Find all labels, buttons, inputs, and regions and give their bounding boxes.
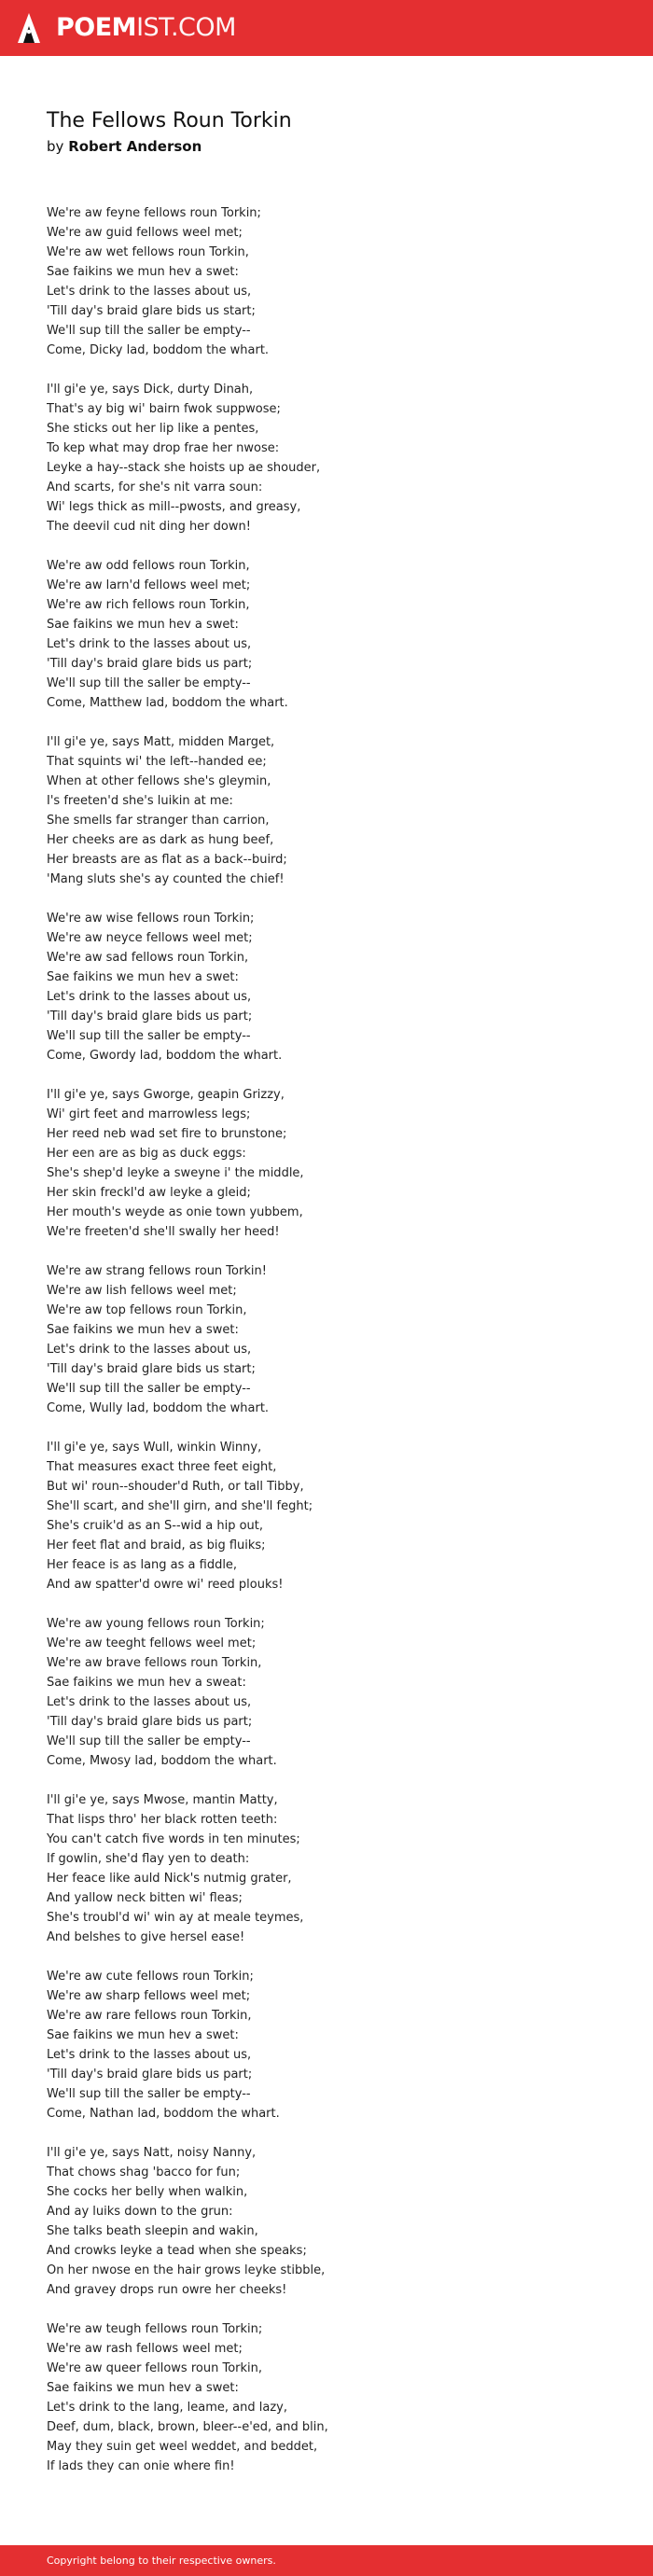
poem-body (47, 203, 625, 2496)
poem-line: I'll gi'e ye, says Mwose, mantin Matty, (47, 1793, 278, 1807)
poem-line: Let's drink to the lasses about us, (47, 2048, 252, 2062)
poem-line: Her een are as big as duck eggs: (47, 1147, 246, 1161)
poem-line: If lads they can onie where fin! (47, 2459, 235, 2473)
logo-light-text: IST.COM (136, 13, 236, 42)
poem-line: 'Till day's braid glare bids us part; (47, 2068, 253, 2082)
poem-line: Her feace like auld Nick's nutmig grater, (47, 1872, 292, 1886)
poem-line: That squints wi' the left--handed ee; (47, 755, 267, 769)
poem-line: We'll sup till the saller be empty-- (47, 676, 251, 690)
poem-line: We're aw rich fellows roun Torkin, (47, 598, 250, 612)
poem-line: You can't catch five words in ten minutes; (47, 1832, 300, 1846)
poem-line: May they suin get weel weddet, and beddet, (47, 2440, 318, 2454)
poem-line: Come, Mwosy lad, boddom the whart. (47, 1754, 277, 1768)
poem-line: I'll gi'e ye, says Natt, noisy Nanny, (47, 2146, 257, 2160)
stanza (47, 556, 625, 713)
stanza (47, 1085, 625, 1242)
poem-line: Sae faikins we mun hev a swet: (47, 2028, 239, 2042)
poem-line: Come, Gwordy lad, boddom the whart. (47, 1049, 283, 1063)
poem-line: We're aw guid fellows weel met; (47, 226, 243, 240)
site-header (0, 0, 653, 56)
by-label: by (47, 138, 64, 155)
poem-line: Let's drink to the lasses about us, (47, 1695, 252, 1709)
poem-line: 'Mang sluts she's ay counted the chief! (47, 872, 285, 886)
poem-line: That chows shag 'bacco for fun; (47, 2165, 241, 2179)
poem-line: We'll sup till the saller be empty-- (47, 324, 251, 338)
poem-line: 'Till day's braid glare bids us part; (47, 1715, 253, 1729)
poem-line: We'll sup till the saller be empty-- (47, 2087, 251, 2101)
poem-line: If gowlin, she'd flay yen to death: (47, 1852, 250, 1866)
poem-line: She sticks out her lip like a pentes, (47, 422, 259, 436)
author-name[interactable]: Robert Anderson (68, 138, 202, 155)
poem-line: Wi' legs thick as mill--pwosts, and greasy, (47, 500, 301, 514)
poem-line: On her nwose en the hair grows leyke stibble, (47, 2263, 326, 2277)
poem-line: And aw spatter'd owre wi' reed plouks! (47, 1578, 284, 1592)
stanza (47, 1790, 625, 1947)
poem-line: Let's drink to the lasses about us, (47, 637, 252, 651)
poem-line: She talks beath sleepin and wakin, (47, 2224, 258, 2238)
stanza (47, 1614, 625, 1771)
poem-line: We're aw rash fellows weel met; (47, 2342, 243, 2356)
poem-line: Deef, dum, black, brown, bleer--e'ed, and blin, (47, 2420, 328, 2434)
poem-line: Her mouth's weyde as onie town yubbem, (47, 1205, 303, 1219)
poem-title: The Fellows Roun Torkin (47, 109, 292, 132)
poem-line: And belshes to give hersel ease! (47, 1930, 245, 1944)
poem-line: 'Till day's braid glare bids us part; (47, 657, 253, 671)
poem-line: We're aw larn'd fellows weel met; (47, 578, 251, 592)
poem-line: Come, Wully lad, boddom the whart. (47, 1401, 270, 1415)
byline (47, 137, 201, 156)
poem-line: We're aw odd fellows roun Torkin, (47, 559, 250, 573)
pen-nib-icon (17, 12, 41, 44)
stanza (47, 203, 625, 360)
poem-line: That measures exact three feet eight, (47, 1460, 277, 1474)
poem-line: Come, Nathan lad, boddom the whart. (47, 2107, 280, 2121)
poem-line: That's ay big wi' bairn fwok suppwose; (47, 402, 281, 416)
poem-line: Let's drink to the lasses about us, (47, 1343, 252, 1357)
poem-line: Let's drink to the lasses about us, (47, 285, 252, 299)
poem-line: We'll sup till the saller be empty-- (47, 1029, 251, 1043)
poem-line: She's shep'd leyke a sweyne i' the middle, (47, 1166, 304, 1180)
poem-line: The deevil cud nit ding her down! (47, 520, 251, 534)
poem-line: We're freeten'd she'll swally her heed! (47, 1225, 280, 1239)
stanza (47, 1261, 625, 1418)
poem-line: We're aw teeght fellows weel met; (47, 1636, 257, 1650)
poem-line: Sae faikins we mun hev a swet: (47, 618, 239, 632)
poem-line: 'Till day's braid glare bids us start; (47, 304, 256, 318)
poem-line: We're aw neyce fellows weel met; (47, 931, 253, 945)
poem-line: But wi' roun--shouder'd Ruth, or tall Tibby, (47, 1480, 304, 1494)
poem-line: And scarts, for she's nit varra soun: (47, 480, 263, 494)
stanza (47, 1438, 625, 1594)
poem-line: She'll scart, and she'll girn, and she'll feght; (47, 1499, 313, 1513)
poem-line: I'll gi'e ye, says Wull, winkin Winny, (47, 1441, 262, 1455)
poem-line: We're aw top fellows roun Torkin, (47, 1303, 247, 1317)
poem-line: Her skin freckl'd aw leyke a gleid; (47, 1186, 251, 1200)
poem-line: We're aw lish fellows weel met; (47, 1284, 237, 1298)
copyright-text: Copyright belong to their respective owners. (47, 2555, 276, 2567)
poem-line: Sae faikins we mun hev a sweat: (47, 1676, 246, 1690)
poem-line: Sae faikins we mun hev a swet: (47, 970, 239, 984)
poem-line: Let's drink to the lasses about us, (47, 990, 252, 1004)
site-footer (0, 2545, 653, 2576)
poem-line: We're aw cute fellows roun Torkin; (47, 1970, 254, 1984)
poem-line: When at other fellows she's gleymin, (47, 774, 271, 788)
poem-line: Her feace is as lang as a fiddle, (47, 1558, 238, 1572)
poem-line: We're aw wet fellows roun Torkin, (47, 245, 249, 259)
poem-line: Sae faikins we mun hev a swet: (47, 2381, 239, 2395)
site-logo[interactable] (56, 13, 236, 43)
poem-line: Come, Dicky lad, boddom the whart. (47, 343, 270, 357)
poem-line: She cocks her belly when walkin, (47, 2185, 248, 2199)
stanza (47, 2319, 625, 2476)
poem-line: To kep what may drop frae her nwose: (47, 441, 280, 455)
poem-line: Wi' girt feet and marrowless legs; (47, 1107, 251, 1121)
poem-line: She's troubl'd wi' win ay at meale teymes, (47, 1911, 304, 1925)
poem-line: Come, Matthew lad, boddom the whart. (47, 696, 288, 710)
poem-line: Her cheeks are as dark as hung beef, (47, 833, 274, 847)
poem-line: And gravey drops run owre her cheeks! (47, 2283, 287, 2297)
poem-line: Her feet flat and braid, as big fluiks; (47, 1539, 266, 1553)
poem-line: Her reed neb wad set fire to brunstone; (47, 1127, 287, 1141)
stanza (47, 2143, 625, 2300)
poem-line: Her breasts are as flat as a back--buird; (47, 853, 287, 867)
poem-line: And crowks leyke a tead when she speaks; (47, 2244, 307, 2258)
stanza (47, 732, 625, 889)
poem-line: We're aw brave fellows roun Torkin, (47, 1656, 262, 1670)
poem-line: 'Till day's braid glare bids us part; (47, 1010, 253, 1023)
poem-line: We'll sup till the saller be empty-- (47, 1734, 251, 1748)
logo-bold-text: POEM (56, 13, 137, 42)
poem-line: We're aw sad fellows roun Torkin, (47, 951, 249, 965)
poem-line: We're aw rare fellows roun Torkin, (47, 2009, 252, 2023)
poem-line: I'll gi'e ye, says Matt, midden Marget, (47, 735, 275, 749)
poem-line: Sae faikins we mun hev a swet: (47, 1323, 239, 1337)
poem-line: We'll sup till the saller be empty-- (47, 1382, 251, 1396)
poem-line: We're aw feyne fellows roun Torkin; (47, 206, 261, 220)
stanza (47, 380, 625, 536)
poem-line: 'Till day's braid glare bids us start; (47, 1362, 256, 1376)
poem-line: Sae faikins we mun hev a swet: (47, 265, 239, 279)
poem-line: We're aw wise fellows roun Torkin; (47, 912, 255, 926)
poem-line: We're aw young fellows roun Torkin; (47, 1617, 265, 1631)
poem-line: And ay luiks down to the grun: (47, 2205, 233, 2219)
poem-line: We're aw teugh fellows roun Torkin; (47, 2322, 263, 2336)
poem-line: And yallow neck bitten wi' fleas; (47, 1891, 243, 1905)
poem-line: I'll gi'e ye, says Dick, durty Dinah, (47, 383, 254, 397)
poem-line: She smells far stranger than carrion, (47, 814, 270, 828)
poem-line: We're aw queer fellows roun Torkin, (47, 2361, 263, 2375)
stanza (47, 1967, 625, 2123)
poem-line: She's cruik'd as an S--wid a hip out, (47, 1519, 264, 1533)
stanza (47, 909, 625, 1065)
poem-line: Leyke a hay--stack she hoists up ae shouder, (47, 461, 321, 475)
poem-line: I'll gi'e ye, says Gworge, geapin Grizzy, (47, 1088, 285, 1102)
poem-line: I's freeten'd she's luikin at me: (47, 794, 233, 808)
poem-line: We're aw sharp fellows weel met; (47, 1989, 251, 2003)
poem-line: Let's drink to the lang, leame, and lazy, (47, 2401, 288, 2415)
poem-line: We're aw strang fellows roun Torkin! (47, 1264, 267, 1278)
poem-line: That lisps thro' her black rotten teeth: (47, 1813, 278, 1827)
